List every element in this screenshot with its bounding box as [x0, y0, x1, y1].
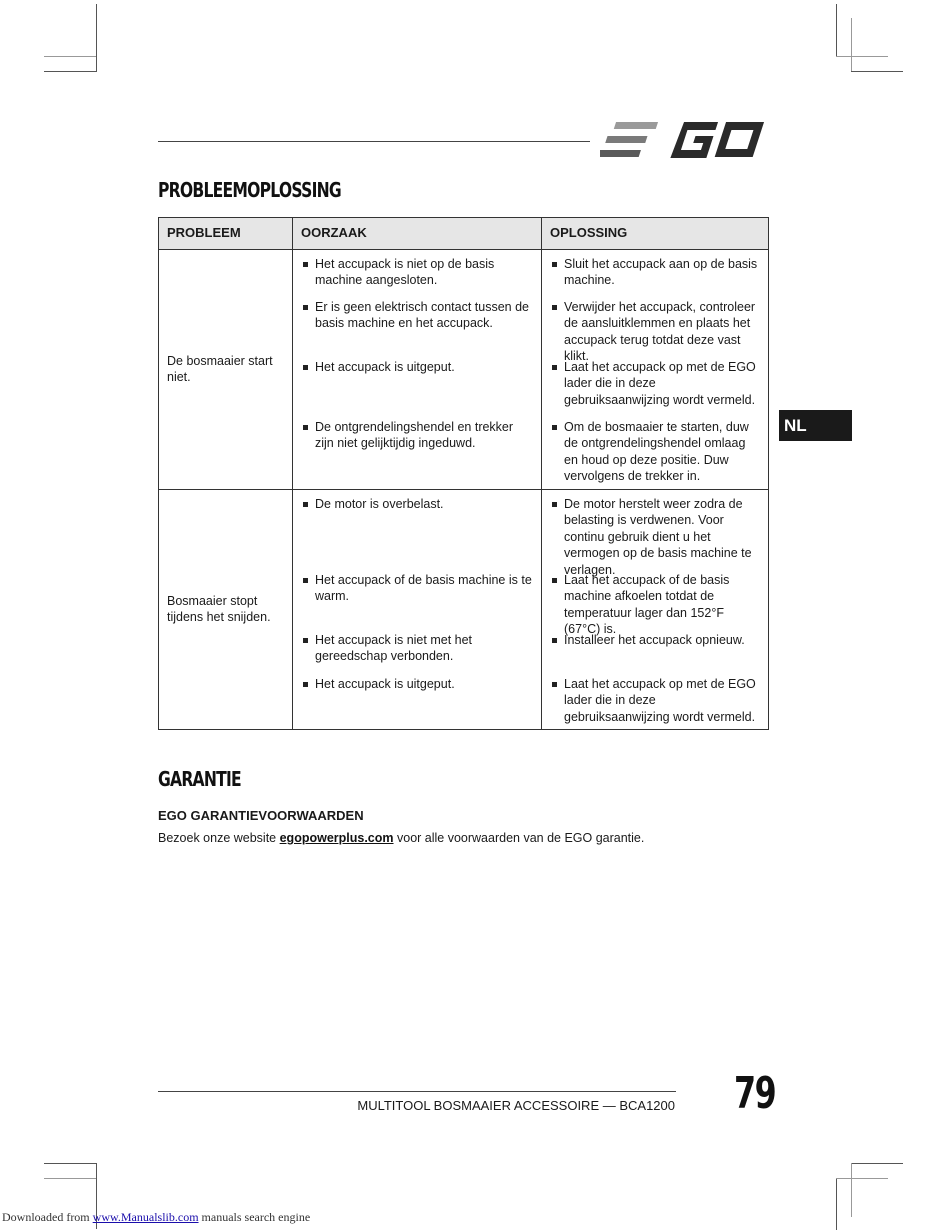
- crop-mark: [96, 4, 97, 72]
- crop-mark: [44, 1163, 96, 1164]
- crop-mark: [851, 18, 852, 72]
- ego-logo: [600, 116, 772, 164]
- crop-mark: [836, 56, 888, 57]
- crop-mark: [851, 1163, 903, 1164]
- manualslib-link[interactable]: www.Manualslib.com: [92, 1210, 199, 1224]
- crop-mark: [44, 56, 96, 57]
- problem-cell: De bosmaaier start niet.: [159, 249, 293, 489]
- website-link[interactable]: egopowerplus.com: [279, 831, 394, 845]
- header-rule: [158, 141, 590, 142]
- crop-mark: [836, 1178, 888, 1179]
- list-item: Installeer het accupack opnieuw.: [550, 632, 760, 676]
- table-row: [159, 489, 769, 730]
- footer-title: MULTITOOL BOSMAAIER ACCESSOIRE — BCA1200: [357, 1098, 675, 1113]
- warranty-subtitle: EGO GARANTIEVOORWAARDEN: [158, 808, 364, 823]
- cause-cell: [293, 249, 542, 489]
- warranty-text-before: Bezoek onze website: [158, 831, 280, 845]
- column-header-solution: OPLOSSING: [542, 218, 769, 250]
- list-item: De motor herstelt weer zodra de belasting is verdwenen. Voor continu gebruik dient u het vermogen op de basis machine te verlagen.: [550, 496, 760, 572]
- solution-cell: [542, 489, 769, 730]
- crop-mark: [836, 4, 837, 56]
- crop-mark: [44, 71, 96, 72]
- list-item: Verwijder het accupack, controleer de aansluitklemmen en plaats het accupack terug totdat deze vast klikt.: [550, 299, 760, 359]
- table-header-row: [159, 218, 769, 250]
- download-prefix: Downloaded from: [2, 1210, 93, 1224]
- crop-mark: [44, 1178, 96, 1179]
- language-tab: NL: [779, 410, 852, 441]
- troubleshooting-title: PROBLEEMOPLOSSING: [158, 178, 341, 202]
- table-row: [159, 249, 769, 489]
- download-note: [2, 1210, 310, 1225]
- list-item: Laat het accupack op met de EGO lader die in deze gebruiksaanwijzing wordt vermeld.: [550, 359, 760, 419]
- cause-cell: [293, 489, 542, 730]
- problem-cell: Bosmaaier stopt tijdens het snijden.: [159, 489, 293, 730]
- list-item: Om de bosmaaier te starten, duw de ontgrendelingshendel omlaag en houd op deze positie. Duw vervolgens de trekker in.: [550, 419, 760, 485]
- solution-cell: [542, 249, 769, 489]
- list-item: Laat het accupack op met de EGO lader die in deze gebruiksaanwijzing wordt vermeld.: [550, 676, 760, 726]
- crop-mark: [836, 1178, 837, 1230]
- warranty-title: GARANTIE: [158, 767, 241, 791]
- list-item: De motor is overbelast.: [301, 496, 533, 572]
- column-header-cause: OORZAAK: [293, 218, 542, 250]
- list-item: Het accupack is niet op de basis machine aangesloten.: [301, 256, 533, 299]
- download-suffix: manuals search engine: [198, 1210, 311, 1224]
- column-header-problem: PROBLEEM: [159, 218, 293, 250]
- list-item: Het accupack is uitgeput.: [301, 359, 533, 419]
- troubleshooting-table: [158, 217, 769, 730]
- list-item: Laat het accupack of de basis machine afkoelen totdat de temperatuur lager dan 152°F (67°C) is.: [550, 572, 760, 632]
- warranty-text-after: voor alle voorwaarden van de EGO garantie.: [393, 831, 645, 845]
- warranty-text: [158, 831, 644, 845]
- list-item: Het accupack of de basis machine is te warm.: [301, 572, 533, 632]
- list-item: Het accupack is uitgeput.: [301, 676, 533, 693]
- list-item: Er is geen elektrisch contact tussen de basis machine en het accupack.: [301, 299, 533, 359]
- page-number: 79: [734, 1068, 776, 1119]
- crop-mark: [851, 71, 903, 72]
- list-item: Sluit het accupack aan op de basis machine.: [550, 256, 760, 299]
- footer-rule: [158, 1091, 676, 1092]
- list-item: Het accupack is niet met het gereedschap verbonden.: [301, 632, 533, 676]
- list-item: De ontgrendelingshendel en trekker zijn niet gelijktijdig ingeduwd.: [301, 419, 533, 452]
- crop-mark: [851, 1163, 852, 1217]
